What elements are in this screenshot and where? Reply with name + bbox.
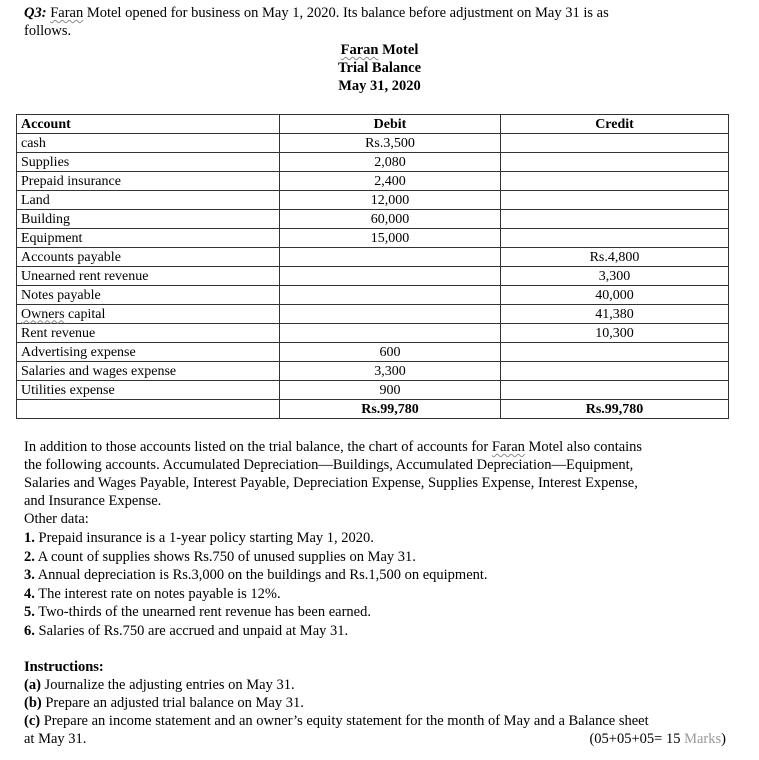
other-data-label: Other data: [24,511,89,527]
item-number: 4. [24,585,35,602]
question-text-line2: follows. [24,23,72,39]
debit-cell: 60,000 [280,210,501,229]
instruction-c-line2 [24,730,726,748]
debit-cell [280,267,501,286]
item-number: 6. [24,622,35,639]
instruction-a [24,676,726,694]
marks-prefix: (05+05+05= 15 [589,731,685,747]
item-text: The interest rate on notes payable is 12%. [34,585,281,602]
table-row [17,248,729,267]
debit-cell: Rs.3,500 [280,134,501,153]
heading-company-name: Faran [340,42,379,58]
item-number: 2. [24,548,35,565]
instruction-b-label: (b) [24,695,42,711]
credit-cell: 41,380 [501,305,729,324]
additional-line4: and Insurance Expense. [24,493,162,509]
instruction-a-text: Journalize the adjusting entries on May 31. [40,677,295,693]
column-header-account: Account [17,115,280,134]
account-cell: Notes payable [17,286,280,305]
item-number: 3. [24,567,35,583]
account-cell: Salaries and wages expense [17,362,280,381]
account-cell: Utilities expense [17,381,280,400]
account-cell: Rent revenue [17,324,280,343]
list-item [24,603,724,622]
item-text: Prepaid insurance is a 1-year policy starting May 1, 2020. [34,530,374,546]
debit-cell [280,248,501,267]
table-row [17,324,729,343]
debit-cell [280,324,501,343]
item-text: Salaries of Rs.750 are accrued and unpaid at May 31. [34,622,349,639]
table-row [17,210,729,229]
list-item [24,548,724,567]
debit-cell: 2,400 [280,172,501,191]
owners-word: Owners [21,306,65,322]
marks-suffix: ) [721,731,726,747]
instruction-c-text: Prepare an income statement and an owner’s equity statement for the month of May and a Balance sheet [40,713,649,729]
additional-line1-end: Motel also contains [524,439,643,455]
column-header-credit: Credit [501,115,729,134]
table-row [17,362,729,381]
additional-line2: the following accounts. Accumulated Depreciation—Buildings, Accumulated Depreciation—Equipment, [24,457,634,473]
total-debit: Rs.99,780 [280,400,501,419]
capital-word: capital [64,306,106,322]
table-row [17,267,729,286]
marks-total [589,730,726,748]
table-row [17,134,729,153]
instruction-c-text2: at May 31. [24,731,87,747]
instruction-c-label: (c) [24,713,41,729]
table-header-row [17,115,729,134]
instruction-a-label: (a) [24,677,41,693]
list-item [24,566,724,585]
credit-cell [501,172,729,191]
question-intro [24,4,724,40]
debit-cell: 12,000 [280,191,501,210]
heading-company-suffix: Motel [378,42,419,58]
list-item [24,529,724,548]
list-item [24,622,724,641]
instruction-b [24,694,726,712]
debit-cell: 15,000 [280,229,501,248]
account-cell: Accounts payable [17,248,280,267]
credit-cell: 40,000 [501,286,729,305]
credit-cell: 3,300 [501,267,729,286]
additional-company-name: Faran [491,439,525,455]
table-row [17,343,729,362]
total-account-cell [17,400,280,419]
account-cell: Building [17,210,280,229]
account-cell: Supplies [17,153,280,172]
table-row [17,229,729,248]
table-row [17,191,729,210]
trial-balance [16,114,728,419]
credit-cell: 10,300 [501,324,729,343]
account-cell: Advertising expense [17,343,280,362]
debit-cell [280,286,501,305]
instruction-b-text: Prepare an adjusted trial balance on May 31. [41,695,304,711]
item-text: A count of supplies shows Rs.750 of unused supplies on May 31. [34,548,416,565]
debit-cell [280,305,501,324]
question-number: Q3: [24,5,47,21]
additional-line1: In addition to those accounts listed on the trial balance, the chart of accounts for [24,439,492,455]
item-number: 5. [24,604,35,620]
column-header-debit: Debit [280,115,501,134]
table-row [17,286,729,305]
account-cell: Unearned rent revenue [17,267,280,286]
account-cell: Prepaid insurance [17,172,280,191]
account-cell: Equipment [17,229,280,248]
table-row [17,153,729,172]
heading-date: May 31, 2020 [338,78,421,94]
heading-title: Trial Balance [337,60,422,76]
credit-cell [501,362,729,381]
credit-cell: Rs.4,800 [501,248,729,267]
debit-cell: 2,080 [280,153,501,172]
total-row [17,400,729,419]
table-row [17,381,729,400]
credit-cell [501,381,729,400]
debit-cell: 3,300 [280,362,501,381]
trial-balance-table [16,114,729,419]
debit-cell: 600 [280,343,501,362]
list-item [24,585,724,604]
credit-cell [501,229,729,248]
additional-accounts-paragraph [24,438,724,528]
item-text: Two-thirds of the unearned rent revenue has been earned. [34,604,371,620]
item-number: 1. [24,530,35,546]
credit-cell [501,191,729,210]
other-data-list [24,529,724,640]
total-credit: Rs.99,780 [501,400,729,419]
question-text: Motel opened for business on May 1, 2020. Its balance before adjustment on May 31 is as [83,5,609,21]
account-cell [17,305,280,324]
account-cell: cash [17,134,280,153]
credit-cell [501,134,729,153]
company-name: Faran [50,5,84,21]
instructions [24,658,726,748]
item-text: Annual depreciation is Rs.3,000 on the buildings and Rs.1,500 on equipment. [34,567,488,583]
credit-cell [501,153,729,172]
credit-cell [501,210,729,229]
debit-cell: 900 [280,381,501,400]
table-row [17,305,729,324]
table-row [17,172,729,191]
credit-cell [501,343,729,362]
instructions-title: Instructions: [24,659,104,675]
additional-line3: Salaries and Wages Payable, Interest Payable, Depreciation Expense, Supplies Expense, Interest Expense, [24,475,638,491]
instruction-c [24,712,726,730]
heading-company [0,41,759,59]
account-cell: Land [17,191,280,210]
marks-word: Marks [684,731,722,747]
